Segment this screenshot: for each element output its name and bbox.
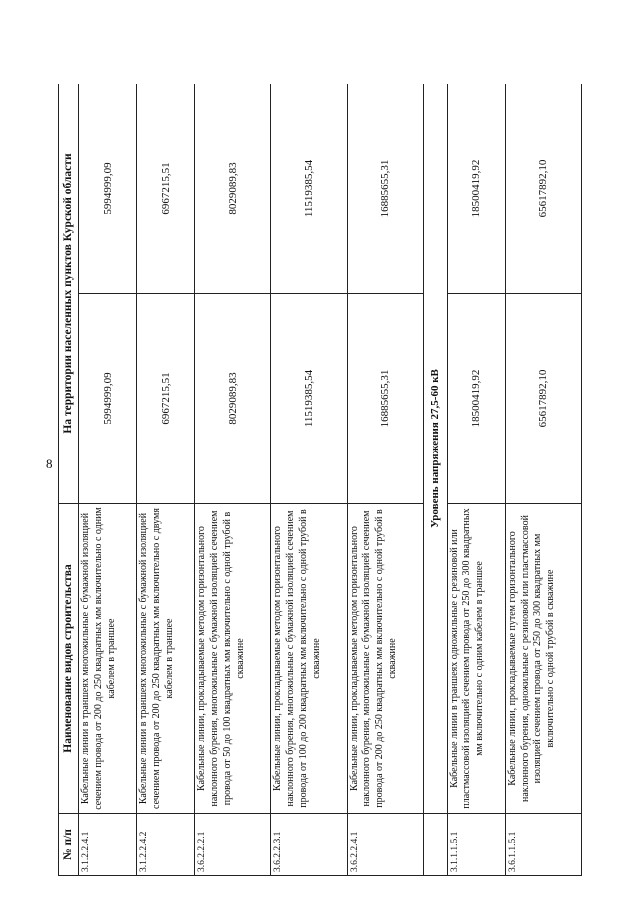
row-value-2: 6967215,51 [137,84,195,294]
row-value-2: 65617892,10 [505,84,581,294]
row-name: Кабельные линии, прокладываемые методом горизонтального наклонного бурения, многожильные с бумажной изоляцией сечением провода от 100 до 200 квадратных мм включительно с одной трубой в скважине [271,504,347,814]
row-value-1: 6967215,51 [137,294,195,504]
row-value-1: 5994999,09 [79,294,137,504]
row-num: 3.6.2.2.2.1 [195,814,271,876]
row-value-2: 16885655,31 [347,84,423,294]
row-name: Кабельные линии в траншеях многожильные с бумажной изоляцией сечением провода от 200 до 250 квадратных мм включительно с одним кабелем в траншее [79,504,137,814]
table-row [447,84,505,876]
row-name: Кабельные линии, прокладываемые путем горизонтального наклонного бурения, одножильные с резиновой или пластмассовой изоляцией сечением провода от 250 до 300 квадратных мм включительно с одной трубой в скважине [505,504,581,814]
row-name: Кабельные линии в траншеях многожильные с бумажной изоляцией сечением провода от 200 до 250 квадратных мм включительно с двумя кабелем в траншее [137,504,195,814]
voltage-level-row [423,84,447,876]
table-row [137,84,195,876]
page-number: 8 [46,456,53,471]
row-num: 3.1.2.2.4.1 [79,814,137,876]
row-value-1: 8029089,83 [195,294,271,504]
row-num: 3.6.1.1.5.1 [505,814,581,876]
construction-rates-table [58,84,582,876]
row-value-1: 65617892,10 [505,294,581,504]
row-name: Кабельные линии, прокладываемые методом горизонтального наклонного бурения, многожильные с бумажной изоляцией сечением провода от 200 до 250 квадратных мм включительно с одной трубой в скважине [347,504,423,814]
row-value-2: 18500419,92 [447,84,505,294]
level-num-cell [423,814,447,876]
table-row [79,84,137,876]
header-region: На территории населенных пунктов Курской области [59,84,79,504]
row-value-2: 11519385,54 [271,84,347,294]
rates-table-container [58,84,582,876]
rotated-table-wrapper [58,84,582,876]
row-value-2: 5994999,09 [79,84,137,294]
row-value-1: 16885655,31 [347,294,423,504]
row-num: 3.1.2.2.4.2 [137,814,195,876]
header-num: № п/п [59,814,79,876]
row-num: 3.6.2.2.4.1 [347,814,423,876]
row-name: Кабельные линии, прокладываемые методом горизонтального наклонного бурения, многожильные с бумажной изоляцией сечением провода от 50 до 100 квадратных мм включительно с одной трубой в скважине [195,504,271,814]
row-value-1: 18500419,92 [447,294,505,504]
row-value-1: 11519385,54 [271,294,347,504]
row-name: Кабельные линии в траншеях одножильные с резиновой или пластмассовой изоляцией сечением провода от 250 до 300 квадратных мм включительно с одним кабелем в траншее [447,504,505,814]
table-row [347,84,423,876]
header-name: Наименование видов строительства [59,504,79,814]
table-row [505,84,581,876]
voltage-level-heading: Уровень напряжения 27,5-60 кВ [423,84,447,814]
row-value-2: 8029089,83 [195,84,271,294]
header-row [59,84,79,876]
row-num: 3.1.1.1.5.1 [447,814,505,876]
table-row [195,84,271,876]
row-num: 3.6.2.2.3.1 [271,814,347,876]
table-row [271,84,347,876]
